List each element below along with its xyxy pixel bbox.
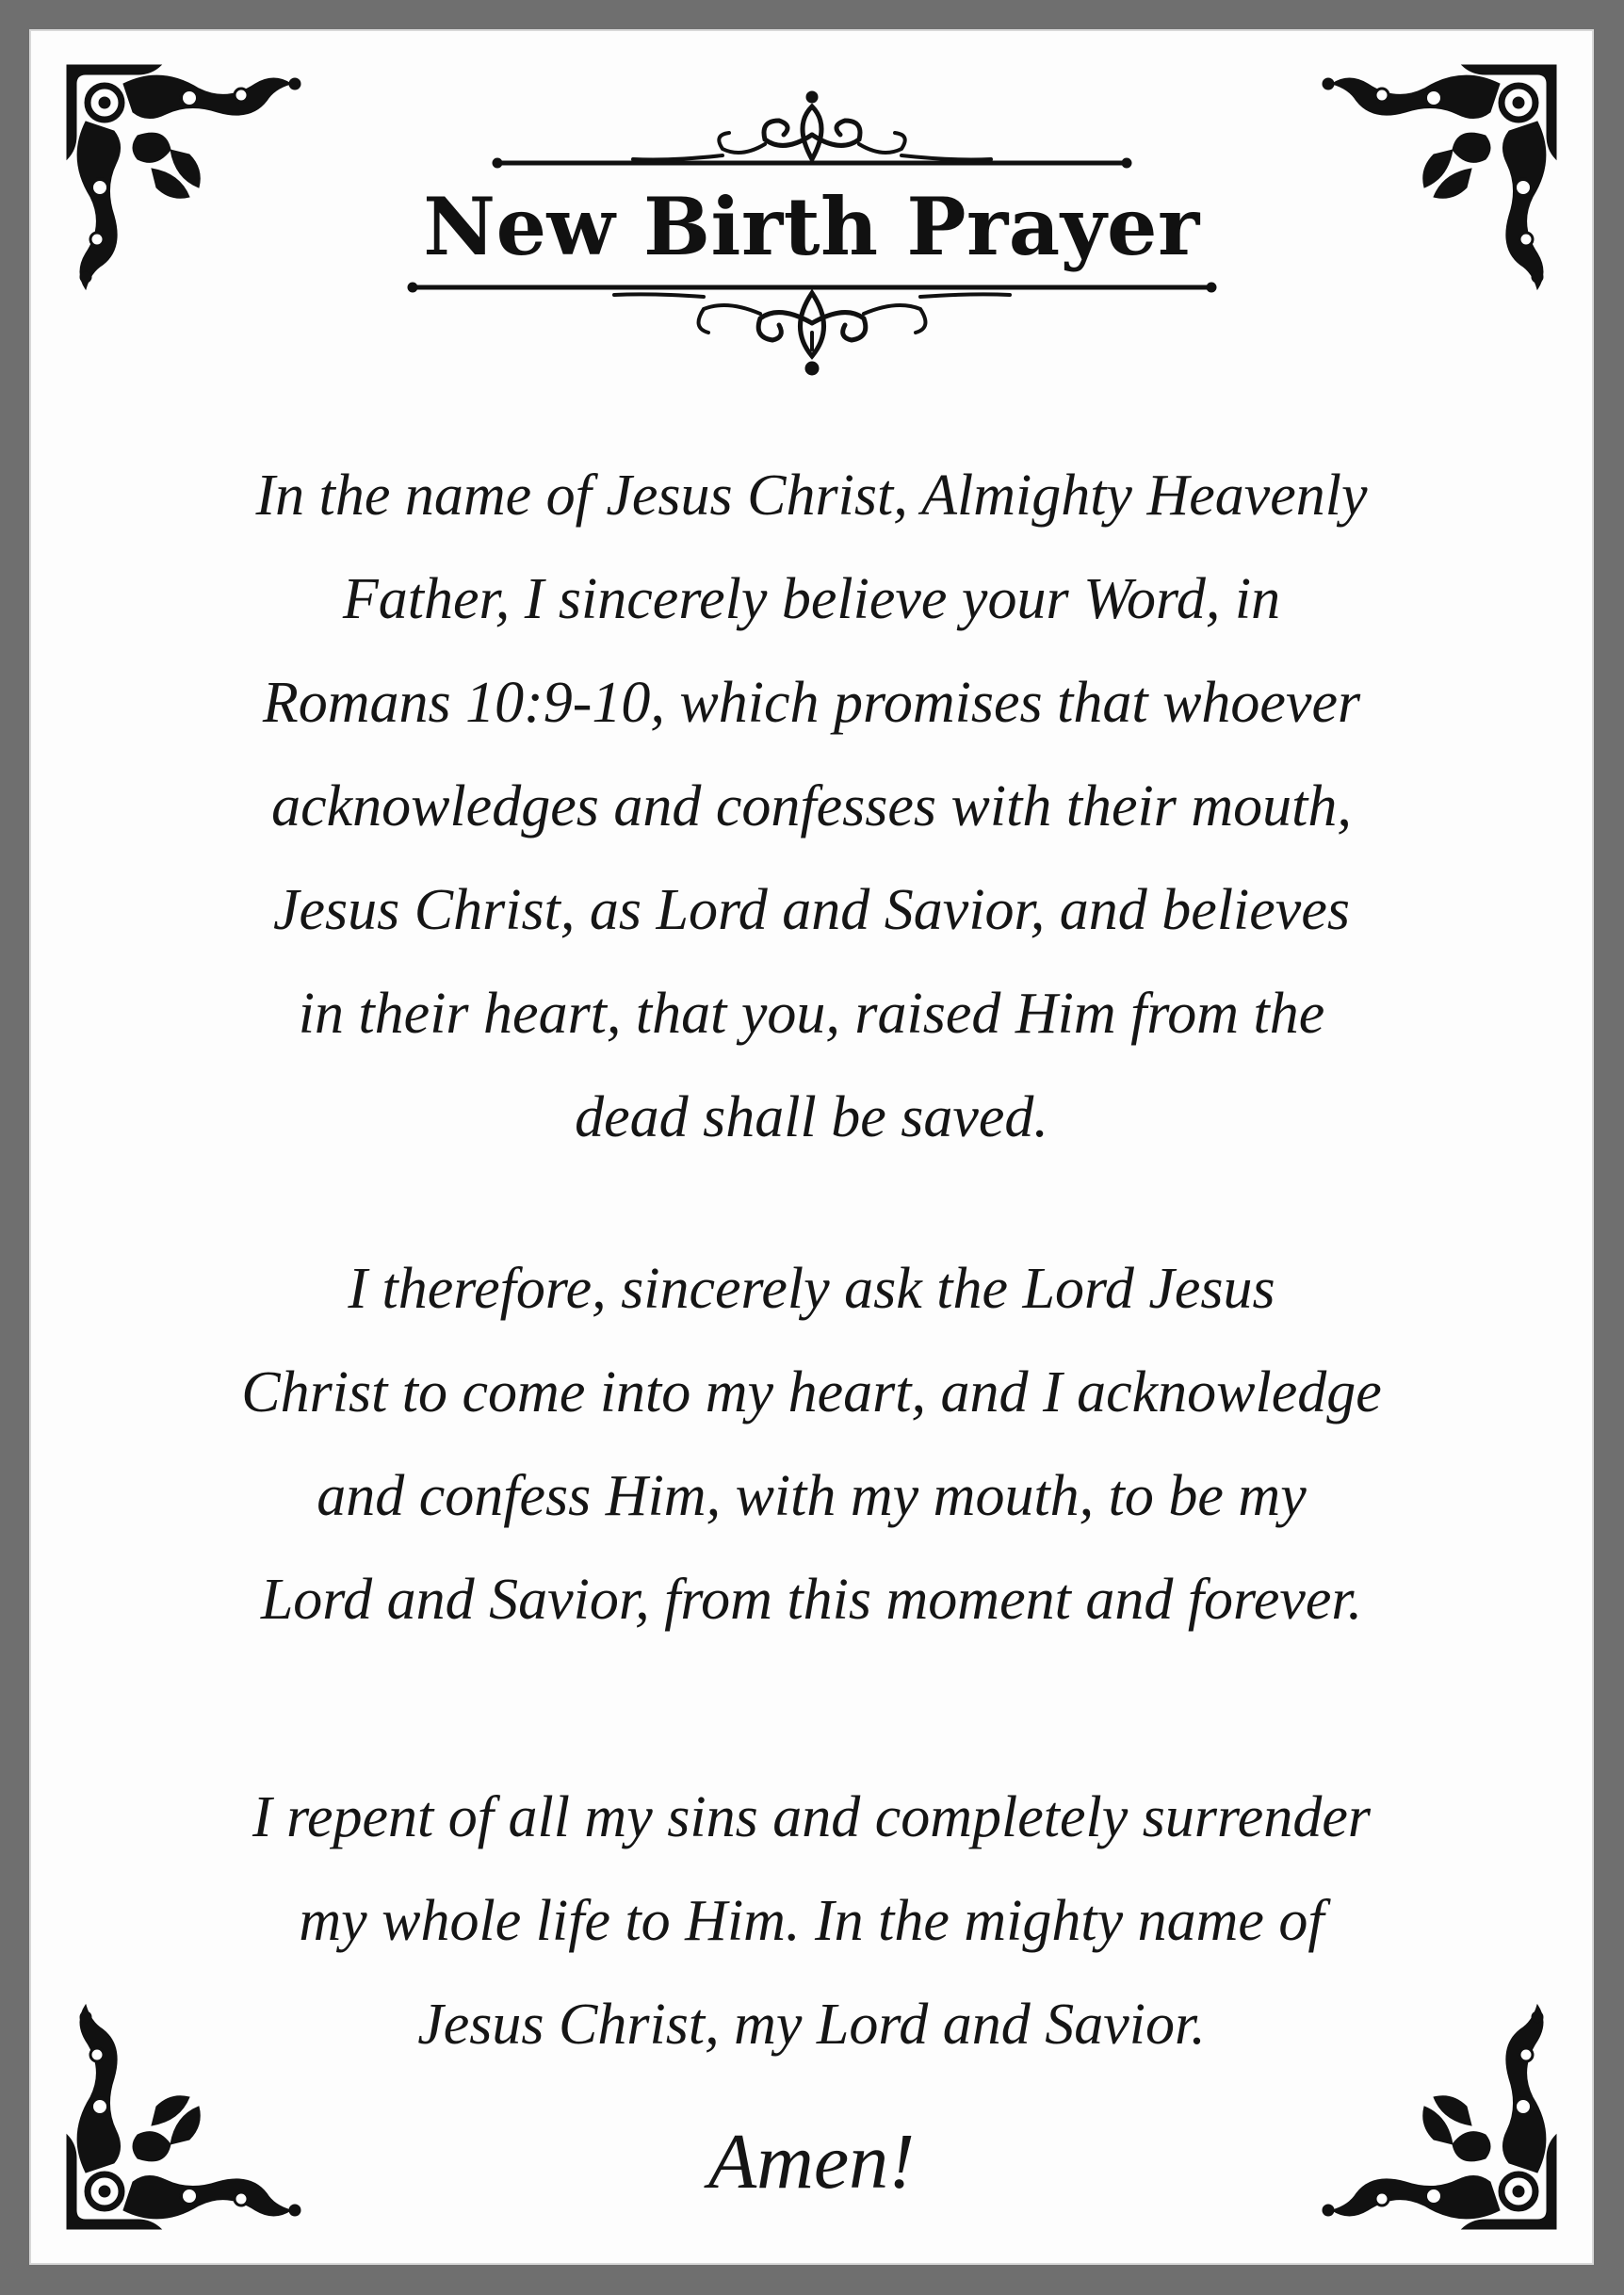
text-line: I therefore, sincerely ask the Lord Jesus xyxy=(348,1257,1275,1321)
text-line: and confess Him, with my mouth, to be my xyxy=(317,1464,1307,1528)
text-line: I repent of all my sins and completely surrender xyxy=(252,1785,1371,1849)
scroll-divider-icon xyxy=(29,276,1594,389)
text-line: Lord and Savior, from this moment and forever. xyxy=(260,1568,1363,1632)
text-line: Father, I sincerely believe your Word, in xyxy=(342,567,1281,631)
prayer-paragraph-2 xyxy=(86,1237,1537,1652)
text-line: Jesus Christ, as Lord and Savior, and believes xyxy=(273,878,1350,942)
page-title: New Birth Prayer xyxy=(423,180,1200,273)
text-line: my whole life to Him. In the mighty name of xyxy=(299,1889,1324,1953)
text-line: Romans 10:9-10, which promises that whoever xyxy=(262,671,1361,735)
prayer-paragraph-3 xyxy=(86,1766,1537,2076)
scroll-divider-icon xyxy=(29,69,1594,172)
prayer-paragraph-1 xyxy=(86,444,1537,1169)
text-line: Jesus Christ, my Lord and Savior. xyxy=(417,1993,1206,2057)
text-line: dead shall be saved. xyxy=(575,1085,1048,1149)
text-line: In the name of Jesus Christ, Almighty Heavenly xyxy=(255,464,1368,528)
closing-amen: Amen! xyxy=(707,2118,916,2205)
text-line: Christ to come into my heart, and I acknowledge xyxy=(241,1360,1382,1424)
prayer-card xyxy=(29,29,1594,2265)
text-line: in their heart, that you, raised Him from the xyxy=(298,982,1325,1046)
text-line: acknowledges and confesses with their mouth, xyxy=(271,774,1352,838)
